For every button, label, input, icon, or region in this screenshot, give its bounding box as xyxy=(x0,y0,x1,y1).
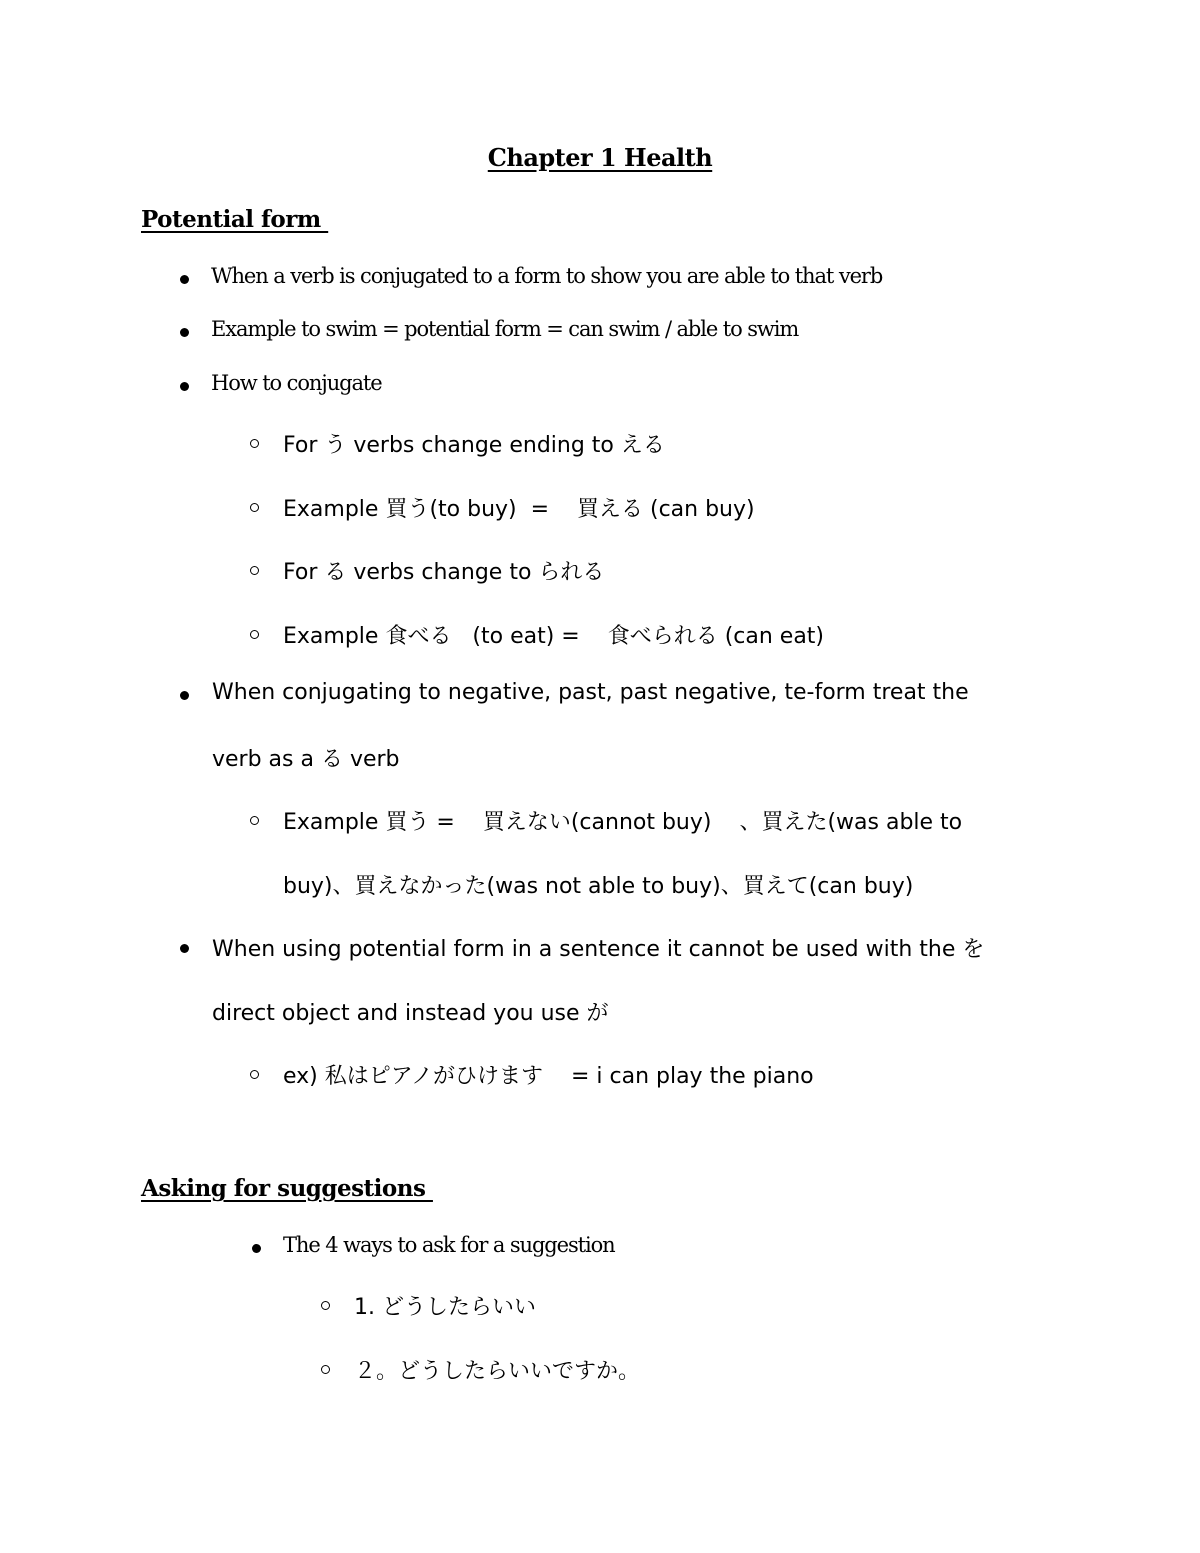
list-item: When conjugating to negative, past, past negative, te-form treat the xyxy=(212,680,969,705)
list-item-continuation: buy)、買えなかった(was not able to buy)、買えて(can buy) xyxy=(283,874,914,899)
sub-bullet-icon xyxy=(250,1070,259,1079)
list-item: When using potential form in a sentence it cannot be used with the を xyxy=(212,937,985,962)
list-item-continuation: direct object and instead you use が xyxy=(212,1001,609,1026)
sub-bullet-icon xyxy=(250,816,259,825)
list-item-continuation: verb as a る verb xyxy=(212,747,400,772)
section-heading-potential-form: Potential form xyxy=(141,206,329,233)
list-item: For う verbs change ending to える xyxy=(283,433,665,458)
sub-bullet-icon xyxy=(250,439,259,448)
list-item: Example 食べる (to eat) = 食べられる (can eat) xyxy=(283,624,825,649)
bullet-icon xyxy=(180,691,189,700)
list-item: Example 買う = 買えない(cannot buy) 、買えた(was able to xyxy=(283,810,963,835)
bullet-icon xyxy=(252,1244,261,1253)
section-heading-asking-for-suggestions: Asking for suggestions xyxy=(141,1175,433,1202)
list-item: How to conjugate xyxy=(211,371,382,395)
sub-bullet-icon xyxy=(321,1301,330,1310)
sub-bullet-icon xyxy=(250,566,259,575)
bullet-icon xyxy=(180,328,189,337)
list-item: ex) 私はピアノがひけます = i can play the piano xyxy=(283,1064,814,1089)
list-item: 1. どうしたらいい xyxy=(354,1295,536,1320)
list-item: For る verbs change to られる xyxy=(283,560,605,585)
list-item: Example to swim = potential form = can swim / able to swim xyxy=(211,317,799,341)
list-item: Example 買う(to buy) = 買える (can buy) xyxy=(283,497,755,522)
list-item: ２。どうしたらいいですか。 xyxy=(354,1359,641,1384)
sub-bullet-icon xyxy=(321,1365,330,1374)
bullet-icon xyxy=(180,275,189,284)
sub-bullet-icon xyxy=(250,503,259,512)
bullet-icon xyxy=(180,944,189,953)
page-title: Chapter 1 Health xyxy=(487,143,713,172)
list-item: When a verb is conjugated to a form to show you are able to that verb xyxy=(211,264,883,288)
bullet-icon xyxy=(180,382,189,391)
sub-bullet-icon xyxy=(250,630,259,639)
list-item: The 4 ways to ask for a suggestion xyxy=(283,1233,615,1257)
